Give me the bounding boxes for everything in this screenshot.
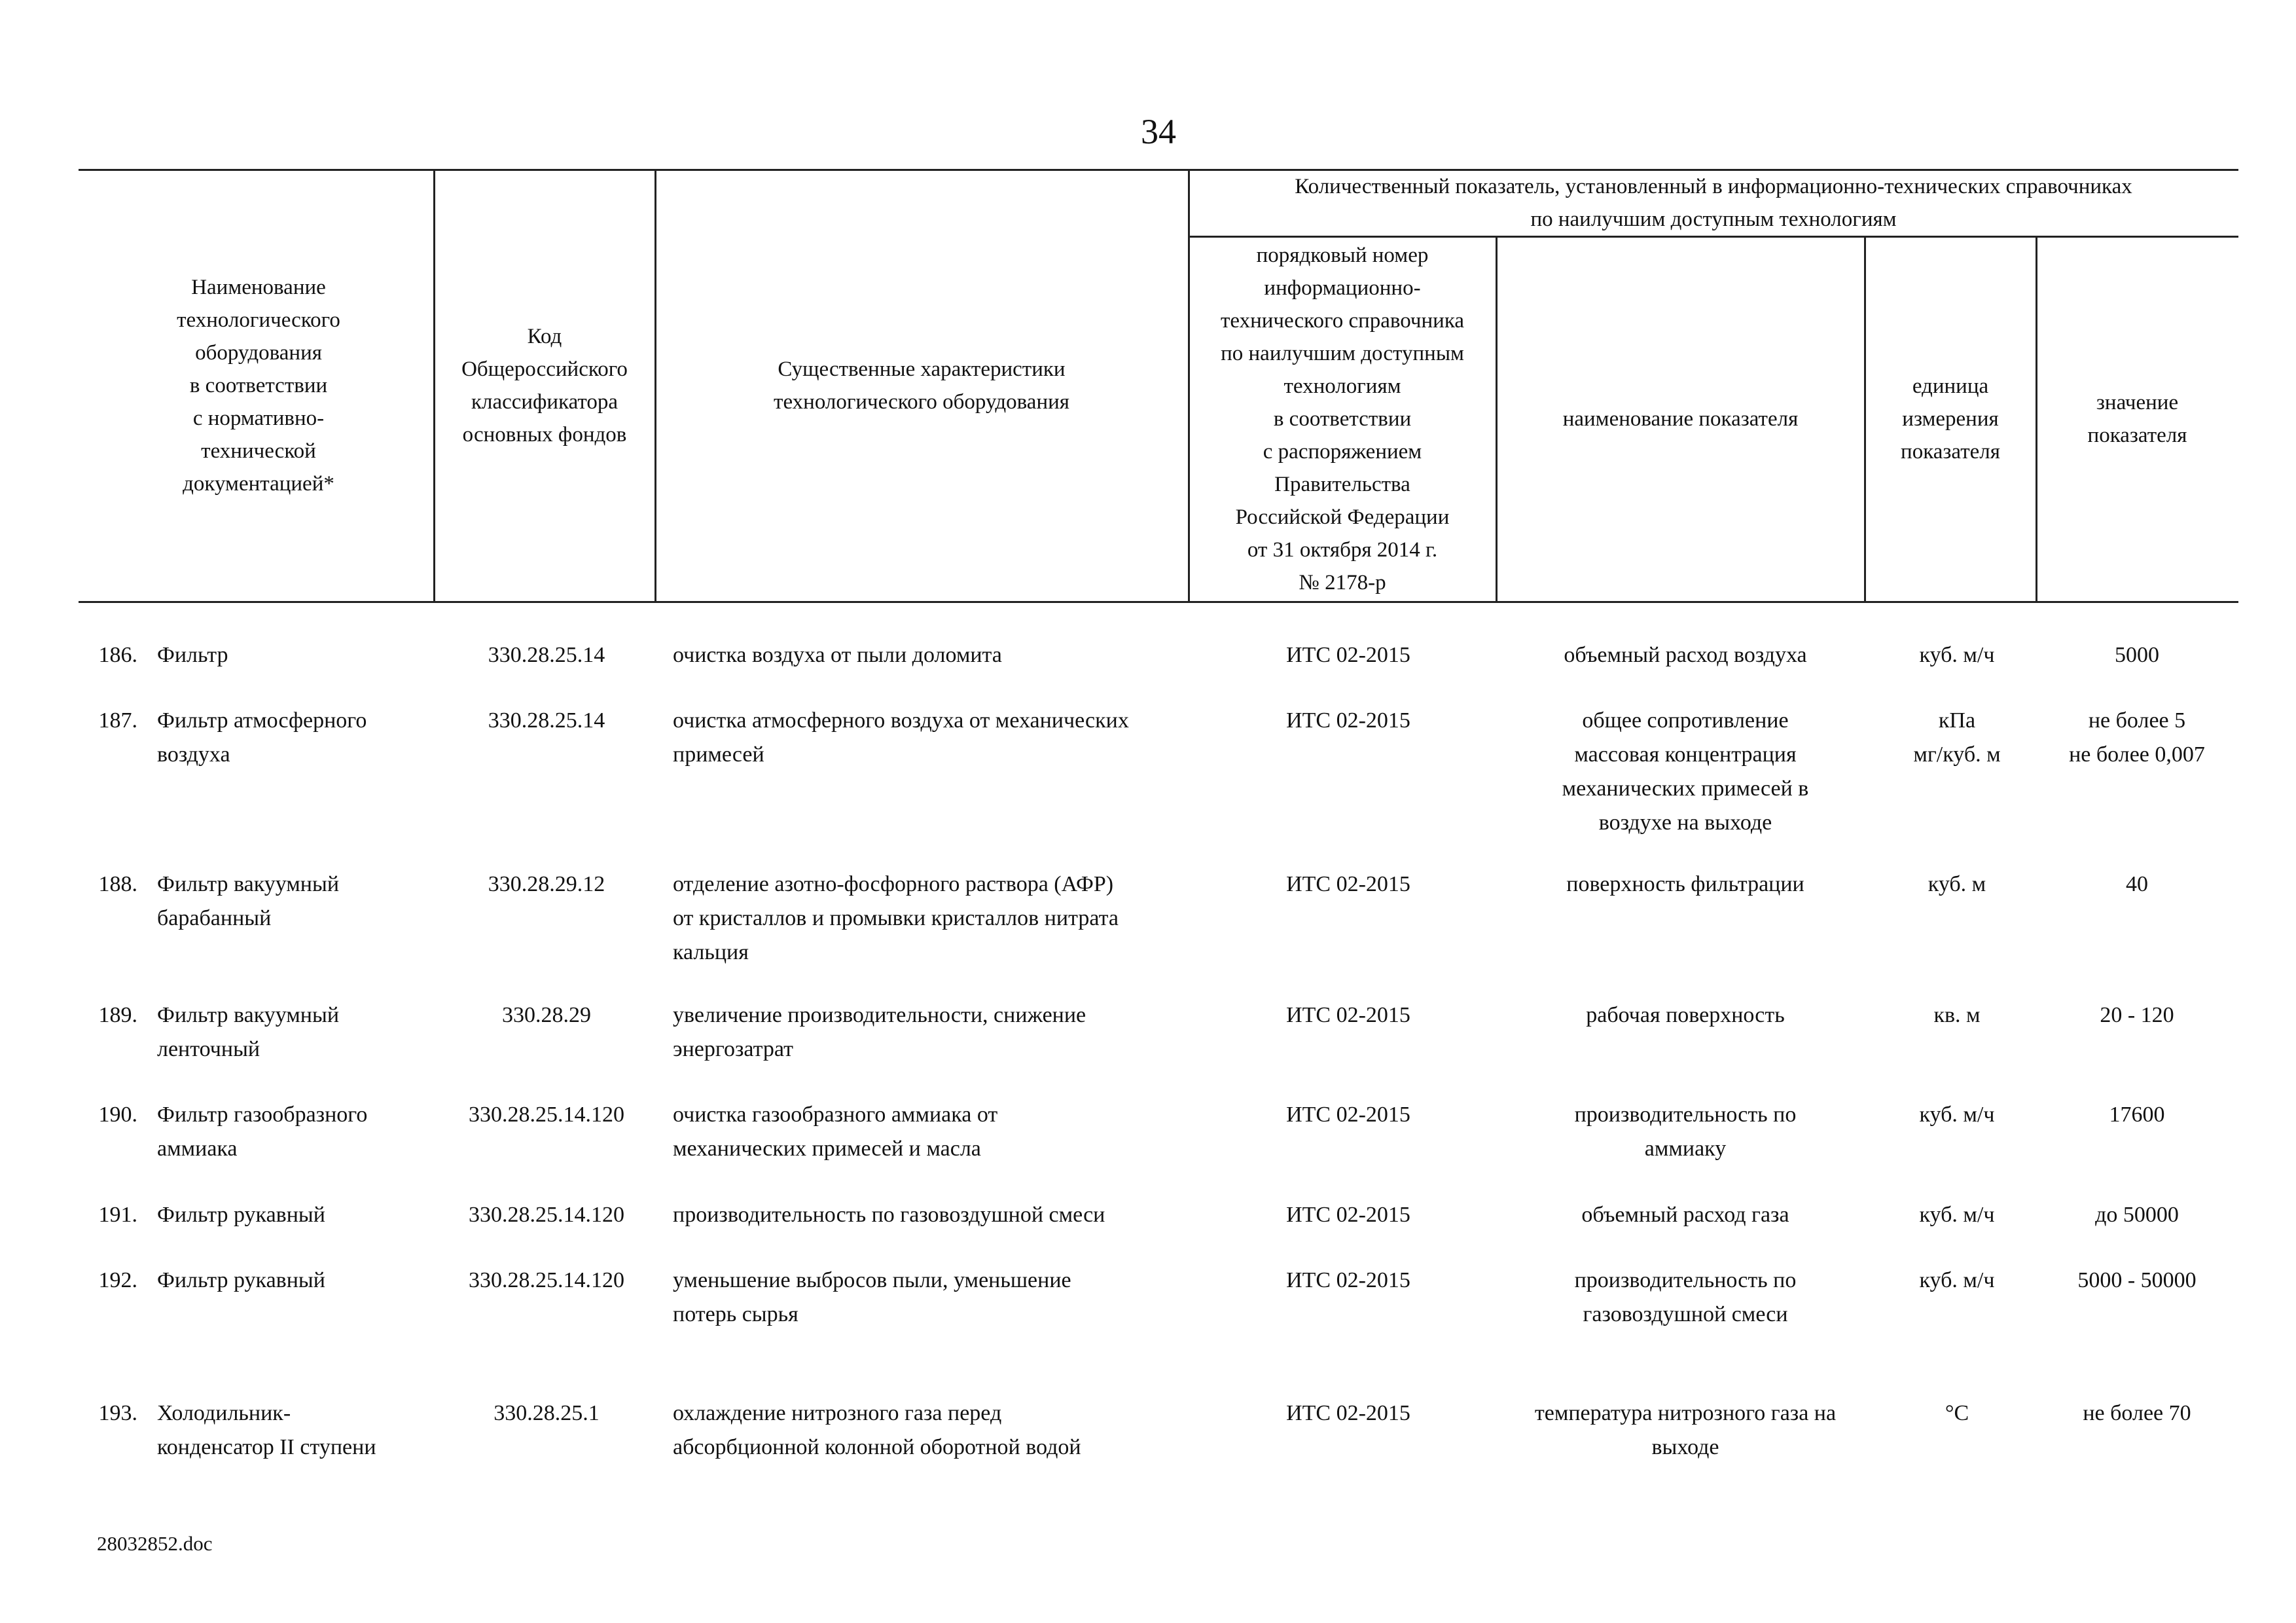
indicator-unit: куб. м/ч: [1919, 1103, 1995, 1127]
row-number: 189.: [98, 1003, 137, 1027]
indicator-name: общее сопротивление массовая концентрация механических примесей в воздухе на выходе: [1562, 708, 1809, 835]
reference-number: ИТС 02-2015: [1286, 1003, 1410, 1027]
row-number: 188.: [98, 872, 137, 896]
equipment-characteristics: увеличение производительности, снижение энергозатрат: [673, 1003, 1086, 1061]
indicator-unit: куб. м/ч: [1919, 643, 1995, 667]
indicator-name: производительность по газовоздушной смеси: [1574, 1268, 1797, 1326]
subheader-rule: [1188, 236, 2238, 238]
equipment-characteristics: очистка газообразного аммиака от механических примесей и масла: [673, 1103, 998, 1161]
page-number: 34: [1141, 112, 1176, 151]
indicator-unit: кПа мг/куб. м: [1913, 708, 2001, 767]
equipment-code: 330.28.25.1: [493, 1401, 600, 1425]
equipment-name: Фильтр рукавный: [157, 1268, 325, 1292]
equipment-name: Фильтр газообразного аммиака: [157, 1103, 368, 1161]
equipment-characteristics: отделение азотно-фосфорного раствора (АФР) от кристаллов и промывки кристаллов нитрата кальция: [673, 872, 1119, 964]
equipment-code: 330.28.29: [502, 1003, 591, 1027]
document-filename: 28032852.doc: [97, 1532, 213, 1555]
header-equipment-name: Наименование технологического оборудования в соответствии с нормативно- технической документацией*: [177, 276, 340, 496]
header-code: Код Общероссийского классификатора основных фондов: [461, 325, 628, 447]
reference-number: ИТС 02-2015: [1286, 1103, 1410, 1127]
header-quantitative-group: Количественный показатель, установленный в информационно-технических справочниках по наилучшим доступным технологиям: [1295, 175, 2132, 231]
reference-number: ИТС 02-2015: [1286, 643, 1410, 667]
header-ref-number: порядковый номер информационно- технического справочника по наилучшим доступным технологиям в соответствии с распоряжением Правительства Российской Федерации от 31 октября 2014 г. № 2178-р: [1220, 244, 1465, 594]
indicator-unit: куб. м/ч: [1919, 1268, 1995, 1292]
equipment-characteristics: очистка воздуха от пыли доломита: [673, 643, 1002, 667]
equipment-code: 330.28.25.14.120: [469, 1268, 624, 1292]
equipment-code: 330.28.25.14: [488, 708, 605, 733]
indicator-value: 5000 - 50000: [2077, 1268, 2197, 1292]
indicator-unit: куб. м/ч: [1919, 1203, 1995, 1227]
indicator-name: температура нитрозного газа на выходе: [1534, 1401, 1837, 1459]
col-divider-3: [1188, 169, 1190, 601]
equipment-characteristics: уменьшение выбросов пыли, уменьшение потерь сырья: [673, 1268, 1071, 1326]
row-number: 186.: [98, 643, 137, 667]
equipment-code: 330.28.25.14.120: [469, 1103, 624, 1127]
header-characteristics: Существенные характеристики технологического оборудования: [774, 357, 1069, 414]
indicator-unit: кв. м: [1933, 1003, 1981, 1027]
reference-number: ИТС 02-2015: [1286, 872, 1410, 896]
col-divider-1: [433, 169, 435, 601]
equipment-code: 330.28.29.12: [488, 872, 605, 896]
reference-number: ИТС 02-2015: [1286, 1268, 1410, 1292]
indicator-name: объемный расход воздуха: [1564, 643, 1807, 667]
indicator-value: 20 - 120: [2100, 1003, 2174, 1027]
equipment-characteristics: охлаждение нитрозного газа перед абсорбционной колонной оборотной водой: [673, 1401, 1081, 1459]
row-number: 191.: [98, 1203, 137, 1227]
equipment-name: Фильтр вакуумный барабанный: [157, 872, 340, 930]
row-number: 193.: [98, 1401, 137, 1425]
reference-number: ИТС 02-2015: [1286, 1203, 1410, 1227]
reference-number: ИТС 02-2015: [1286, 708, 1410, 733]
row-number: 192.: [98, 1268, 137, 1292]
col-divider-2: [655, 169, 656, 601]
equipment-name: Фильтр: [157, 643, 228, 667]
header-indicator-name: наименование показателя: [1562, 407, 1799, 431]
indicator-name: объемный расход газа: [1581, 1203, 1789, 1227]
indicator-unit: куб. м: [1928, 872, 1986, 896]
equipment-code: 330.28.25.14.120: [469, 1203, 624, 1227]
indicator-value: не более 5 не более 0,007: [2069, 708, 2205, 767]
header-value: значение показателя: [2087, 391, 2187, 447]
equipment-name: Фильтр атмосферного воздуха: [157, 708, 367, 767]
col-divider-6: [2036, 236, 2037, 601]
indicator-name: поверхность фильтрации: [1566, 872, 1804, 896]
reference-number: ИТС 02-2015: [1286, 1401, 1410, 1425]
header-bottom-rule: [79, 601, 2238, 603]
equipment-characteristics: производительность по газовоздушной смеси: [673, 1203, 1105, 1227]
indicator-name: производительность по аммиаку: [1574, 1103, 1797, 1161]
row-number: 187.: [98, 708, 137, 733]
indicator-value: не более 70: [2083, 1401, 2191, 1425]
equipment-name: Холодильник- конденсатор II ступени: [157, 1401, 376, 1459]
col-divider-4: [1496, 236, 1498, 601]
indicator-name: рабочая поверхность: [1586, 1003, 1785, 1027]
col-divider-5: [1864, 236, 1866, 601]
equipment-code: 330.28.25.14: [488, 643, 605, 667]
indicator-value: до 50000: [2095, 1203, 2179, 1227]
equipment-name: Фильтр рукавный: [157, 1203, 325, 1227]
indicator-value: 17600: [2109, 1103, 2165, 1127]
indicator-value: 5000: [2115, 643, 2159, 667]
header-unit: единица измерения показателя: [1901, 374, 2000, 464]
indicator-value: 40: [2126, 872, 2148, 896]
indicator-unit: °С: [1945, 1401, 1969, 1425]
row-number: 190.: [98, 1103, 137, 1127]
equipment-name: Фильтр вакуумный ленточный: [157, 1003, 340, 1061]
equipment-characteristics: очистка атмосферного воздуха от механических примесей: [673, 708, 1129, 767]
